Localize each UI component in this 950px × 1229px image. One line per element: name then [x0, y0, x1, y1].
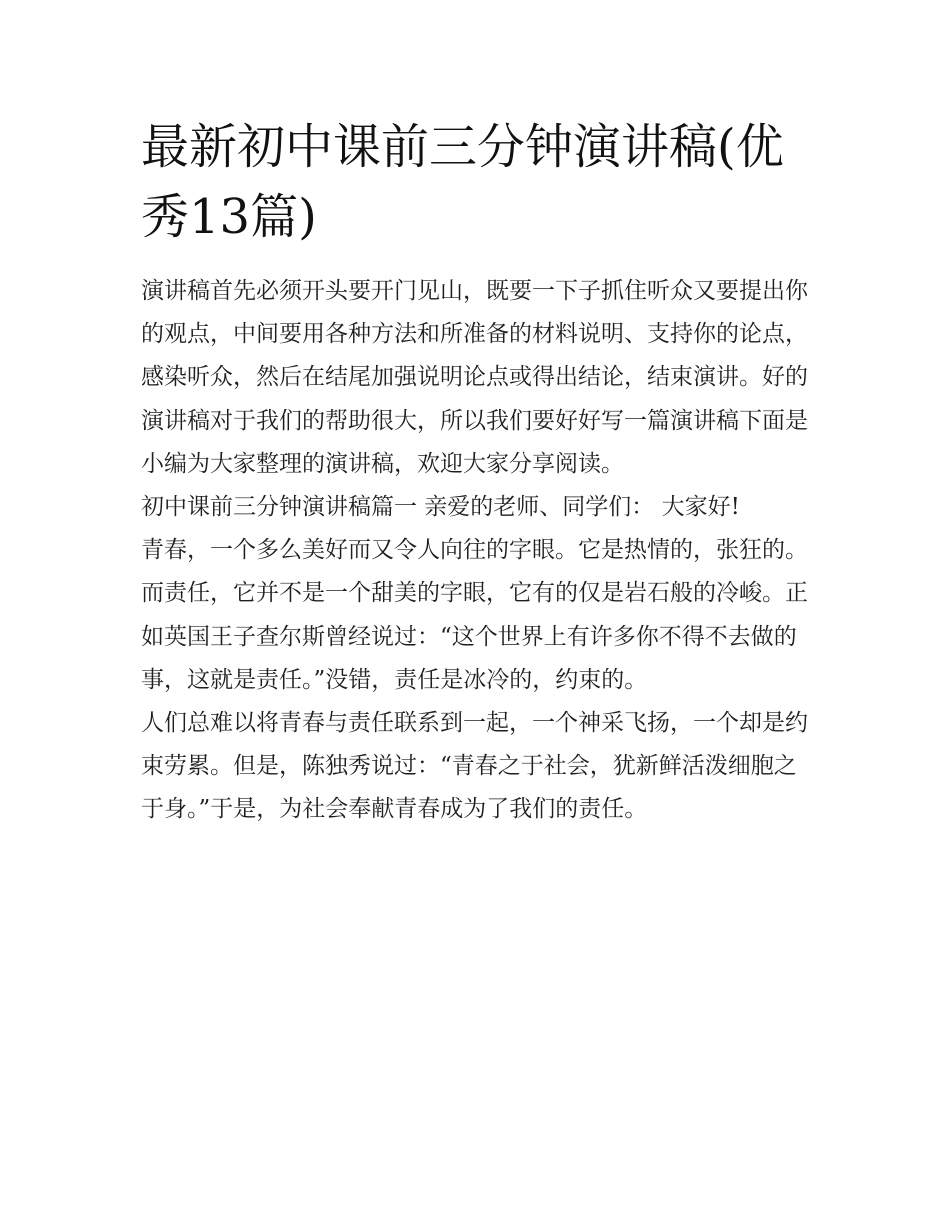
document-page — [141, 112, 813, 832]
paragraph-responsibility: 而责任，它并不是一个甜美的字眼，它有的仅是岩石般的冷峻。正如英国王子查尔斯曾经说过：“这个世界上有许多你不得不去做的事，这就是责任。”没错，责任是冰冷的，约束的。 — [141, 580, 808, 693]
document-title: 最新初中课前三分钟演讲稿(优秀13篇) — [141, 119, 784, 245]
paragraph-youth: 青春，一个多么美好而又令人向往的字眼。它是热情的，张狂的。 — [141, 537, 808, 564]
paragraph-intro: 演讲稿首先必须开头要开门见山，既要一下子抓住听众又要提出你的观点，中间要用各种方法和所准备的材料说明、支持你的论点，感染听众，然后在结尾加强说明论点或得出结论，结束演讲。好的演讲稿对于我们的帮助很大，所以我们要好好写一篇演讲稿下面是小编为大家整理的演讲稿，欢迎大家分享阅读。 — [141, 278, 808, 477]
paragraph-youth-and-responsibility: 人们总难以将青春与责任联系到一起，一个神采飞扬，一个却是约束劳累。但是，陈独秀说过：“青春之于社会，犹新鲜活泼细胞之于身。”于是，为社会奉献青春成为了我们的责任。 — [141, 710, 808, 823]
document-body — [141, 270, 813, 832]
paragraph-greeting: 初中课前三分钟演讲稿篇一 亲爱的老师、同学们： 大家好! — [141, 494, 740, 521]
